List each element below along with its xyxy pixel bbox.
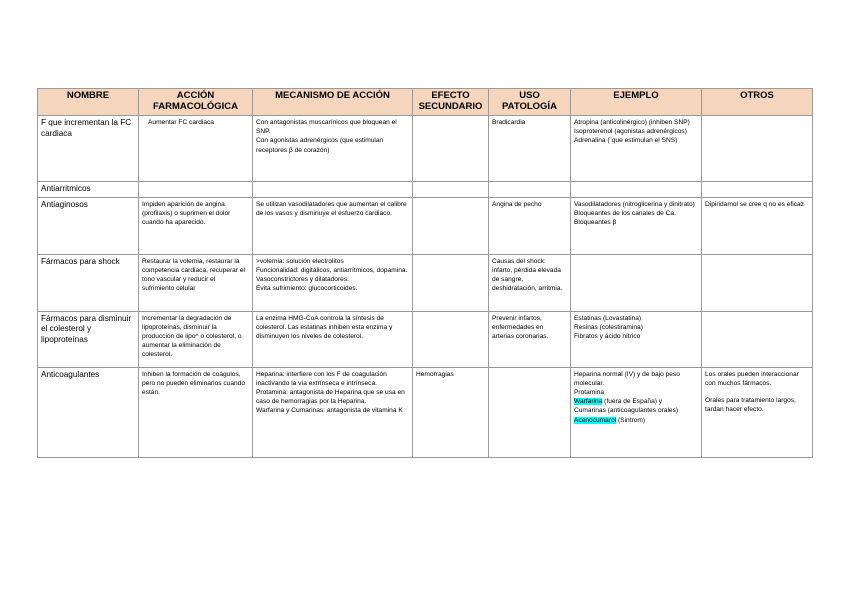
cell-ejemplo: [571, 182, 702, 198]
text-line: [574, 416, 698, 425]
cell-nombre: Antiarritmicos: [38, 182, 139, 198]
text-line: Prevenir infartos, enfermedades en arterias coronarias.: [492, 314, 549, 340]
text-line: Vasoconstrictores y dilatadores.: [256, 275, 349, 283]
cell-accion: [139, 254, 253, 311]
text-line: Vasodilatadores (nitroglicerina y dinitrato): [574, 200, 695, 208]
text-line: Orales para tratamiento largos, tardan hacer efecto.: [705, 396, 796, 414]
text-line: Protamina: antagonista de Heparina que se usa en caso de hemorragias por la Heparina.: [256, 388, 405, 406]
cell-ejemplo: [571, 254, 702, 311]
cell-accion: [139, 311, 253, 367]
cell-uso: [489, 254, 571, 311]
cell-nombre: Fármacos para shock: [38, 254, 139, 311]
text-line: Resinas (colestiramina): [574, 323, 643, 331]
header-otros: OTROS: [702, 89, 813, 116]
cell-nombre: Antiaginosos: [38, 197, 139, 254]
header-mecanismo: MECANISMO DE ACCIÓN: [253, 89, 413, 116]
text-line: Estatinas (Lovastatina): [574, 314, 642, 322]
text-line: Bloqueantes de los canales de Ca.: [574, 209, 676, 217]
text-line: Evita sufrimiento: glucocorticoides.: [256, 285, 358, 293]
header-row: [38, 89, 813, 116]
cell-efecto: [413, 367, 489, 457]
cell-otros: [702, 254, 813, 311]
text-line: Isoproterenol (agonistas adrenérgicos): [574, 128, 687, 136]
cell-efecto: [413, 311, 489, 367]
cell-ejemplo: [571, 311, 702, 367]
cell-efecto: [413, 197, 489, 254]
cell-otros: [702, 197, 813, 254]
table-row: [38, 254, 813, 311]
cell-otros: [702, 367, 813, 457]
highlighted-text: Acenocumarol: [574, 416, 617, 424]
text-fragment: (fuera de España) y: [602, 398, 663, 406]
cell-accion: [139, 116, 253, 182]
cell-otros: [702, 182, 813, 198]
text-line: Impiden aparición de angina (profilaxis) o suprimen el dolor cuando ha aparecido.: [142, 200, 231, 226]
text-line: Con antagonistas muscarínicos que bloquean el SNP.: [256, 119, 397, 136]
text-line: Heparina: interfiere con los F de coagulación inactivando la vía extrínseca e intrínseca.: [256, 370, 387, 387]
spacer: [705, 388, 809, 396]
cell-otros: [702, 116, 813, 182]
cell-mecanismo: [253, 311, 413, 367]
text-line: Warfarina y Cumarinas: antagonista de vitamina K: [256, 407, 403, 415]
text-line: Los orales pueden interaccionar con muchos fármacos.: [705, 370, 799, 387]
cell-efecto: [413, 182, 489, 198]
pharmacology-table: [37, 88, 813, 458]
text-line: [574, 397, 698, 406]
text-line: Angina de pecho: [492, 200, 542, 208]
cell-ejemplo: [571, 367, 702, 457]
text-line: Bradicardia: [492, 119, 526, 126]
text-line: Cumarinas (anticoagulantes orales): [574, 407, 679, 415]
text-line: La enzima HMG-CoA controla la síntesis de colesterol. Las estatinas inhiben esta enzima y disminuyen los niveles de colesterol.: [256, 314, 393, 340]
table-row: [38, 197, 813, 254]
cell-efecto: [413, 254, 489, 311]
text-line: Aumentar FC cardiaca: [148, 119, 214, 126]
text-line: Bloqueantes β: [574, 218, 617, 226]
text-line: Heparina normal (IV) y de bajo peso molecular.: [574, 370, 680, 387]
header-accion: ACCIÓN FARMACOLÓGICA: [139, 89, 253, 116]
table-row: [38, 116, 813, 182]
header-efecto: EFECTO SECUNDARIO: [413, 89, 489, 116]
highlighted-text: Warfarina: [574, 398, 603, 406]
cell-uso: [489, 182, 571, 198]
text-line: Hemorragias: [416, 370, 454, 378]
text-line: Adrenalina (¨que estimulan el SNS): [574, 137, 678, 145]
cell-nombre: Fármacos para disminuir el colesterol y lipoproteínas: [38, 311, 139, 367]
text-line: Causas del shock: infarto, pérdida elevada de sangre, deshidratación, arritmia.: [492, 257, 563, 293]
text-line: Con agonistas adrenérgicos (que estimulan receptores β de corazón): [256, 137, 384, 154]
text-line: Protamina: [574, 388, 605, 396]
cell-mecanismo: [253, 254, 413, 311]
cell-mecanismo: [253, 116, 413, 182]
cell-efecto: [413, 116, 489, 182]
cell-accion: [139, 197, 253, 254]
table-row: [38, 311, 813, 367]
cell-otros: [702, 311, 813, 367]
cell-uso: [489, 116, 571, 182]
cell-uso: [489, 367, 571, 457]
cell-accion: [139, 367, 253, 457]
header-ejemplo: EJEMPLO: [571, 89, 702, 116]
text-line: Dipiridamol se cree q no es eficaz: [705, 200, 804, 208]
cell-uso: [489, 311, 571, 367]
header-uso: USO PATOLOGÍA: [489, 89, 571, 116]
table-row: [38, 367, 813, 457]
cell-ejemplo: [571, 197, 702, 254]
cell-ejemplo: [571, 116, 702, 182]
cell-mecanismo: [253, 182, 413, 198]
cell-accion: [139, 182, 253, 198]
text-line: Restaurar la volemia, restaurar la competencia cardiaca, recuperar el tono vascular y reducir el sufrimiento celular: [142, 257, 245, 293]
text-fragment: (Sintrom): [616, 416, 646, 424]
cell-nombre: F que incrementan la FC cardiaca: [38, 116, 139, 182]
text-line: Funcionalidad: digitálicos, antiarrítmicos, dopamina.: [256, 266, 408, 274]
text-line: Fibratos y ácido nítrico: [574, 332, 641, 340]
text-line: Inhiben la formación de coágulos, pero no pueden eliminarlos cuando están.: [142, 370, 246, 396]
cell-nombre: Anticoagulantes: [38, 367, 139, 457]
text-line: Incrementar la degradación de lipoproteínas, disminuir la producción de lipo^ o colesterol, o aumentar la eliminación de colesterol.: [142, 314, 242, 359]
text-line: Atropina (anticolinérgico) (inhiben SNP): [574, 119, 690, 126]
cell-uso: [489, 197, 571, 254]
header-nombre: NOMBRE: [38, 89, 139, 116]
cell-mecanismo: [253, 367, 413, 457]
table-row: [38, 182, 813, 198]
text-line: >volemia: solución electrolitos: [256, 257, 344, 265]
text-line: Se utilizan vasodilatadores que aumentan el calibre de los vasos y disminuye el esfuerzo cardiaco.: [256, 200, 407, 217]
cell-mecanismo: [253, 197, 413, 254]
